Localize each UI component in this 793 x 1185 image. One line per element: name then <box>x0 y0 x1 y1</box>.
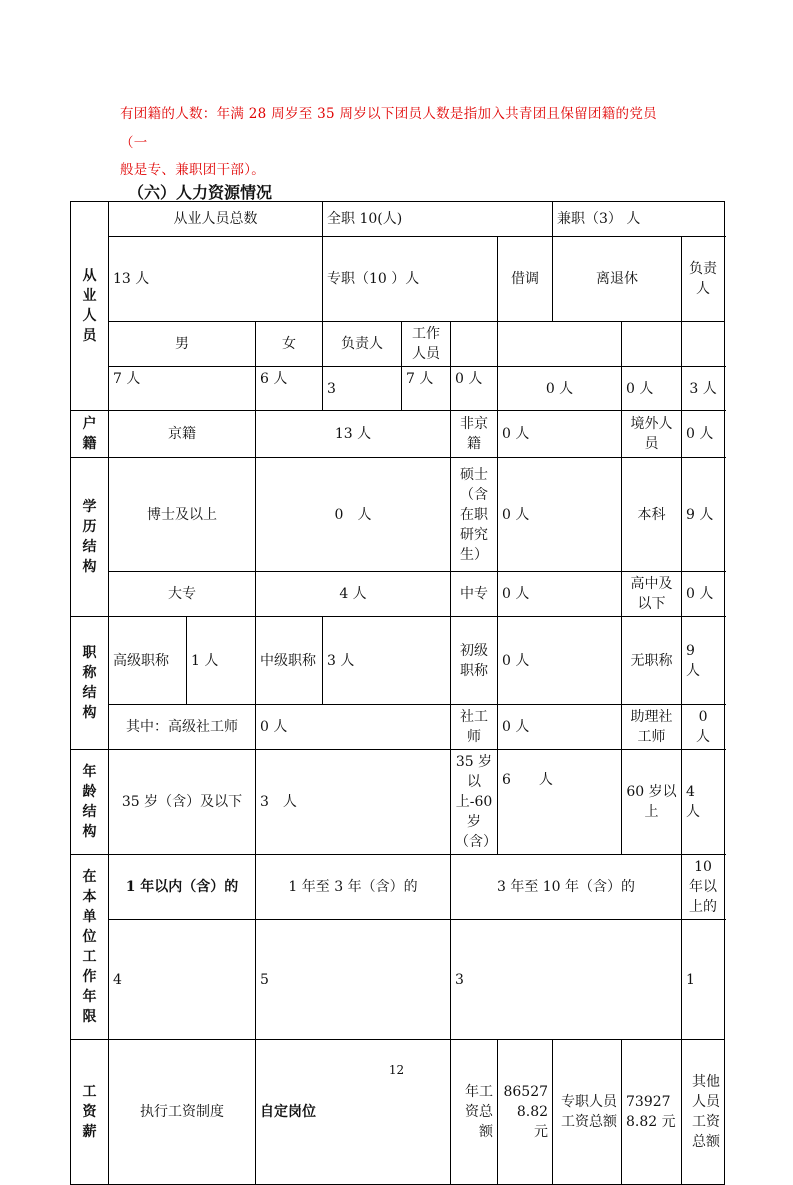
ft-worker-value: 7 人 <box>402 367 451 411</box>
tenure-3to10-label: 3 年至 10 年（含）的 <box>451 855 682 920</box>
bachelor-value: 9 人 <box>682 458 725 572</box>
mid-title-value: 3 人 <box>323 617 451 705</box>
age-over60-label: 60 岁以上 <box>622 750 682 855</box>
salary-side-label: 工 资 薪 <box>71 1040 109 1185</box>
ft-leader-label: 负责人 <box>323 322 402 367</box>
fulltime-label: 全职 10(人) <box>323 202 553 237</box>
pt-leader-label: 负责人 <box>682 237 725 322</box>
dedicated-salary-value: 739278.82 元 <box>622 1040 682 1185</box>
age-35-60-value: 6 人 <box>498 750 622 855</box>
male-label: 男 <box>109 322 256 367</box>
social-worker-value: 0 人 <box>498 705 622 750</box>
page-number: 12 <box>388 1063 405 1077</box>
blank-cell <box>498 322 622 367</box>
senior-title-label: 高级职称 <box>109 617 187 705</box>
blank-cell <box>622 322 682 367</box>
senior-title-value: 1 人 <box>187 617 256 705</box>
secondary-label: 中专 <box>451 572 498 617</box>
overseas-value: 0 人 <box>682 411 725 458</box>
college-value: 4 人 <box>256 572 451 617</box>
secondment-label: 借调 <box>498 237 553 322</box>
age-35-60-label: 35 岁以上-60 岁（含） <box>451 750 498 855</box>
total-salary-label: 年工资总额 <box>451 1040 498 1185</box>
pt-worker-value: 3 人 <box>682 367 725 411</box>
mid-title-label: 中级职称 <box>256 617 323 705</box>
salary-system-value: 自定岗位 <box>256 1040 451 1185</box>
household-side-label: 户 籍 <box>71 411 109 458</box>
age-under35-value: 3 人 <box>256 750 451 855</box>
ft-worker-label: 工作人员 <box>402 322 451 367</box>
junior-title-label: 初级职称 <box>451 617 498 705</box>
assistant-social-worker-label: 助理社工师 <box>622 705 682 750</box>
tenure-under1-label: 1 年以内（含）的 <box>109 855 256 920</box>
staff-side-label: 从 业 人 员 <box>71 202 109 411</box>
tenure-1to3-label: 1 年至 3 年（含）的 <box>256 855 451 920</box>
ft-leader-value: 3 <box>323 367 402 411</box>
tenure-1to3-value: 5 <box>256 920 451 1040</box>
senior-social-worker-value: 0 人 <box>256 705 451 750</box>
male-value: 7 人 <box>109 367 256 411</box>
tenure-under1-value: 4 <box>109 920 256 1040</box>
age-over60-value: 4 人 <box>682 750 725 855</box>
total-staff-value: 13 人 <box>109 237 323 322</box>
nonbeijing-label: 非京籍 <box>451 411 498 458</box>
phd-value: 0 人 <box>256 458 451 572</box>
other-salary-label: 其他人员工资总额 <box>682 1040 725 1185</box>
bachelor-label: 本科 <box>622 458 682 572</box>
master-label: 硕士（含在职研究生） <box>451 458 498 572</box>
total-staff-label: 从业人员总数 <box>109 202 323 237</box>
education-side-label: 学 历 结 构 <box>71 458 109 617</box>
overseas-label: 境外人员 <box>622 411 682 458</box>
notice-line-2: （一 <box>120 135 148 151</box>
tenure-3to10-value: 3 <box>451 920 682 1040</box>
secondment-value: 0 人 <box>451 367 498 411</box>
beijing-value: 13 人 <box>256 411 451 458</box>
retired-label: 离退休 <box>553 237 682 322</box>
notice-line-3: 般是专、兼职团干部）。 <box>120 162 266 178</box>
tenure-over10-label: 10 年以上的 <box>682 855 725 920</box>
phd-label: 博士及以上 <box>109 458 256 572</box>
beijing-label: 京籍 <box>109 411 256 458</box>
pt-leader-value: 0 人 <box>622 367 682 411</box>
master-value: 0 人 <box>498 458 622 572</box>
nonbeijing-value: 0 人 <box>498 411 622 458</box>
secondary-value: 0 人 <box>498 572 622 617</box>
total-salary-value: 865278.82 元 <box>498 1040 553 1185</box>
parttime-label: 兼职（3） 人 <box>553 202 725 237</box>
female-label: 女 <box>256 322 323 367</box>
no-title-label: 无职称 <box>622 617 682 705</box>
titles-side-label: 职 称 结 构 <box>71 617 109 750</box>
tenure-over10-value: 1 <box>682 920 725 1040</box>
dedicated-label: 专职（10 ）人 <box>323 237 498 322</box>
highschool-value: 0 人 <box>682 572 725 617</box>
salary-system-label: 执行工资制度 <box>109 1040 256 1185</box>
assistant-social-worker-value: 0 人 <box>682 705 725 750</box>
blank-cell <box>682 322 725 367</box>
retired-value: 0 人 <box>498 367 622 411</box>
highschool-label: 高中及以下 <box>622 572 682 617</box>
hr-table <box>70 201 725 1185</box>
section-heading: （六）人力资源情况 <box>128 183 273 202</box>
college-label: 大专 <box>109 572 256 617</box>
age-under35-label: 35 岁（含）及以下 <box>109 750 256 855</box>
senior-social-worker-label: 其中：高级社工师 <box>109 705 256 750</box>
dedicated-salary-label: 专职人员工资总额 <box>553 1040 622 1185</box>
tenure-side-label: 在 本 单 位 工 作 年 限 <box>71 855 109 1040</box>
no-title-value: 9 人 <box>682 617 725 705</box>
age-side-label: 年 龄 结 构 <box>71 750 109 855</box>
junior-title-value: 0 人 <box>498 617 622 705</box>
social-worker-label: 社工师 <box>451 705 498 750</box>
blank-cell <box>451 322 498 367</box>
female-value: 6 人 <box>256 367 323 411</box>
notice-line-1: 有团籍的人数：年满 28 周岁至 35 周岁以下团员人数是指加入共青团且保留团籍的党员 <box>120 106 657 122</box>
